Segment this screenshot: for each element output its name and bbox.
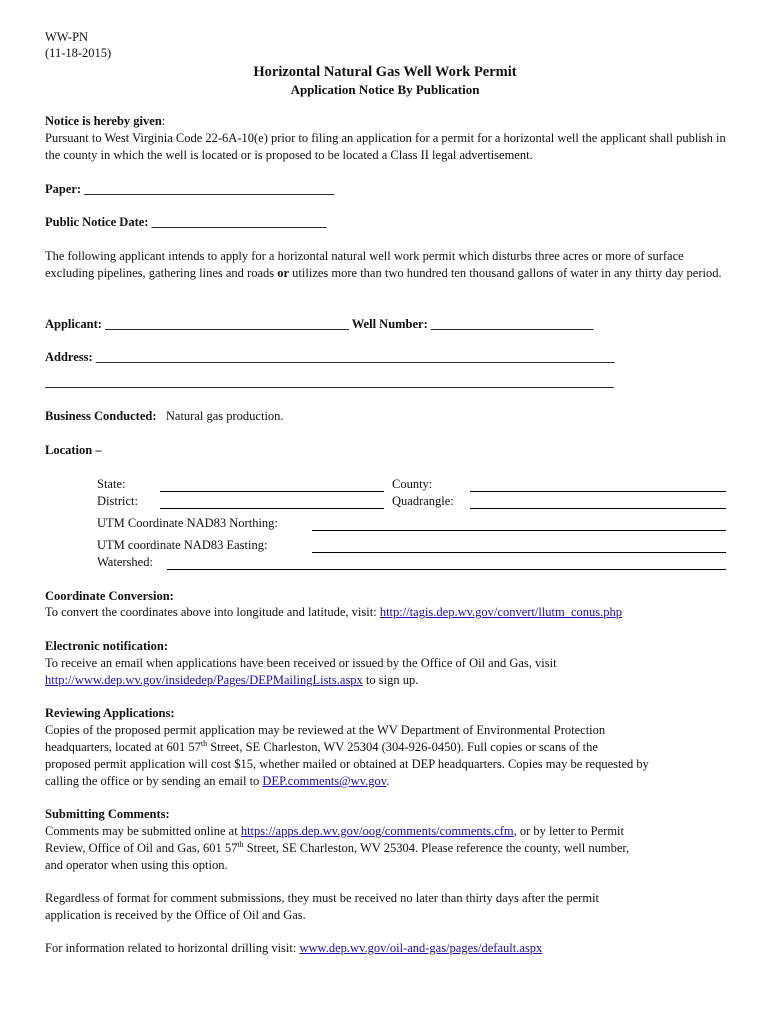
reviewing-line-3: proposed permit application will cost $15, whether mailed or obtained at DEP headquarters. Copies may be requested by [45,757,649,771]
state-field[interactable] [160,491,384,492]
coordinate-conversion-text: To convert the coordinates above into longitude and latitude, visit: [45,605,380,619]
paper-label: Paper: [45,182,82,196]
well-number-label: Well Number: [351,317,428,331]
applicant-row [45,316,593,333]
reviewing-line-2b: Street, SE Charleston, WV 25304 (304-926-0450). Full copies or scans of the [207,740,598,754]
public-notice-date-label: Public Notice Date: [45,215,149,229]
public-notice-date-blank[interactable]: ____________________________ [151,215,327,229]
county-label: County: [392,477,433,491]
reviewing-line-4a: calling the office or by sending an email to [45,774,263,788]
reviewing-line-2-sup: th [200,738,208,748]
dep-comments-email-link[interactable]: DEP.comments@wv.gov [262,774,387,788]
county-field[interactable] [470,491,726,492]
district-label: District: [97,494,138,508]
submitting-line-2b: Street, SE Charleston, WV 25304. Please reference the county, well number, [243,841,630,855]
applicant-paragraph-part2: utilizes more than two hundred ten thousand gallons of water in any thirty day period. [289,266,722,280]
public-notice-date-field[interactable] [45,214,327,231]
submitting-line-2-sup: th [237,839,244,849]
page-title: Horizontal Natural Gas Well Work Permit [253,64,517,80]
regardless-line-1: Regardless of format for comment submissions, they must be received no later than thirty days after the permit [45,891,600,905]
form-date: (11-18-2015) [45,46,112,60]
page-subtitle: Application Notice By Publication [290,82,480,97]
quadrangle-label: Quadrangle: [392,494,454,508]
easting-label: UTM coordinate NAD83 Easting: [97,538,268,552]
reviewing-line-4 [45,773,389,790]
notice-heading-colon: : [161,114,166,128]
submitting-line-2 [45,840,629,857]
reviewing-line-4b: . [386,774,390,788]
submitting-line-3: and operator when using this option. [45,858,228,872]
notice-body: Pursuant to West Virginia Code 22-6A-10(e) prior to filing an application for a permit for a horizontal well the applicant shall publish in the county in which the well is located or is proposed to be located a Class II legal advertisement. [45,131,726,162]
applicant-blank[interactable]: _______________________________________ [105,317,349,331]
address-blank-2[interactable]: ___________________________________________________________________________________________ [45,375,614,389]
submitting-line-1a: Comments may be submitted online at [45,824,241,838]
address-label: Address: [45,350,93,364]
reviewing-line-2 [45,739,598,756]
address-blank-1[interactable]: ___________________________________________________________________________________ [95,350,615,364]
online-comments-link[interactable]: https://apps.dep.wv.gov/oog/comments/comments.cfm [240,824,514,838]
watershed-field[interactable] [167,569,726,570]
well-number-blank[interactable]: __________________________ [430,317,594,331]
applicant-paragraph-part1: The following applicant intends to apply for a horizontal natural well work permit which disturbs three acres or more of surface excluding pipelines, gathering lines and roads [45,249,684,280]
location-heading: Location – [45,443,102,457]
coordinate-conversion-line [45,604,622,621]
mailing-lists-link[interactable]: http://www.dep.wv.gov/insidedep/Pages/DEPMailingLists.aspx [45,673,363,687]
paper-field[interactable] [45,181,334,198]
submitting-line-2a: Review, Office of Oil and Gas, 601 57 [45,841,238,855]
electronic-notification-after: to sign up. [362,673,419,687]
reviewing-line-2a: headquarters, located at 601 57 [45,740,201,754]
quadrangle-field[interactable] [470,508,726,509]
submitting-line-1b: , or by letter to Permit [513,824,624,838]
oil-and-gas-link[interactable]: www.dep.wv.gov/oil-and-gas/pages/default.aspx [299,941,543,955]
electronic-notification-link-line [45,672,418,689]
easting-field[interactable] [312,552,726,553]
notice-heading: Notice is hereby given [45,114,162,128]
business-row [45,408,284,425]
state-label: State: [97,477,126,491]
reviewing-heading: Reviewing Applications: [45,706,175,720]
reviewing-line-1: Copies of the proposed permit application may be reviewed at the WV Department of Environmental Protection [45,723,606,737]
info-text: For information related to horizontal drilling visit: [45,941,300,955]
submitting-line-1 [45,823,624,840]
coordinate-conversion-heading: Coordinate Conversion: [45,589,174,603]
northing-label: UTM Coordinate NAD83 Northing: [97,516,278,530]
notice-heading-line [45,113,165,130]
paper-blank[interactable]: ________________________________________ [84,182,335,196]
business-value: Natural gas production. [165,409,284,423]
info-line [45,940,542,957]
regardless-line-2: application is received by the Office of Oil and Gas. [45,908,306,922]
form-id: WW-PN [45,30,89,44]
watershed-label: Watershed: [97,555,153,569]
coordinate-conversion-link[interactable]: http://tagis.dep.wv.gov/convert/llutm_conus.php [379,605,623,619]
applicant-label: Applicant: [45,317,102,331]
applicant-paragraph [45,248,730,282]
address-row [45,349,725,366]
district-field[interactable] [160,508,384,509]
business-label: Business Conducted: [45,409,157,423]
submitting-heading: Submitting Comments: [45,807,170,821]
applicant-paragraph-or: or [277,266,290,280]
electronic-notification-heading: Electronic notification: [45,639,169,653]
electronic-notification-text: To receive an email when applications have been received or issued by the Office of Oil and Gas, visit [45,656,557,670]
northing-field[interactable] [312,530,726,531]
